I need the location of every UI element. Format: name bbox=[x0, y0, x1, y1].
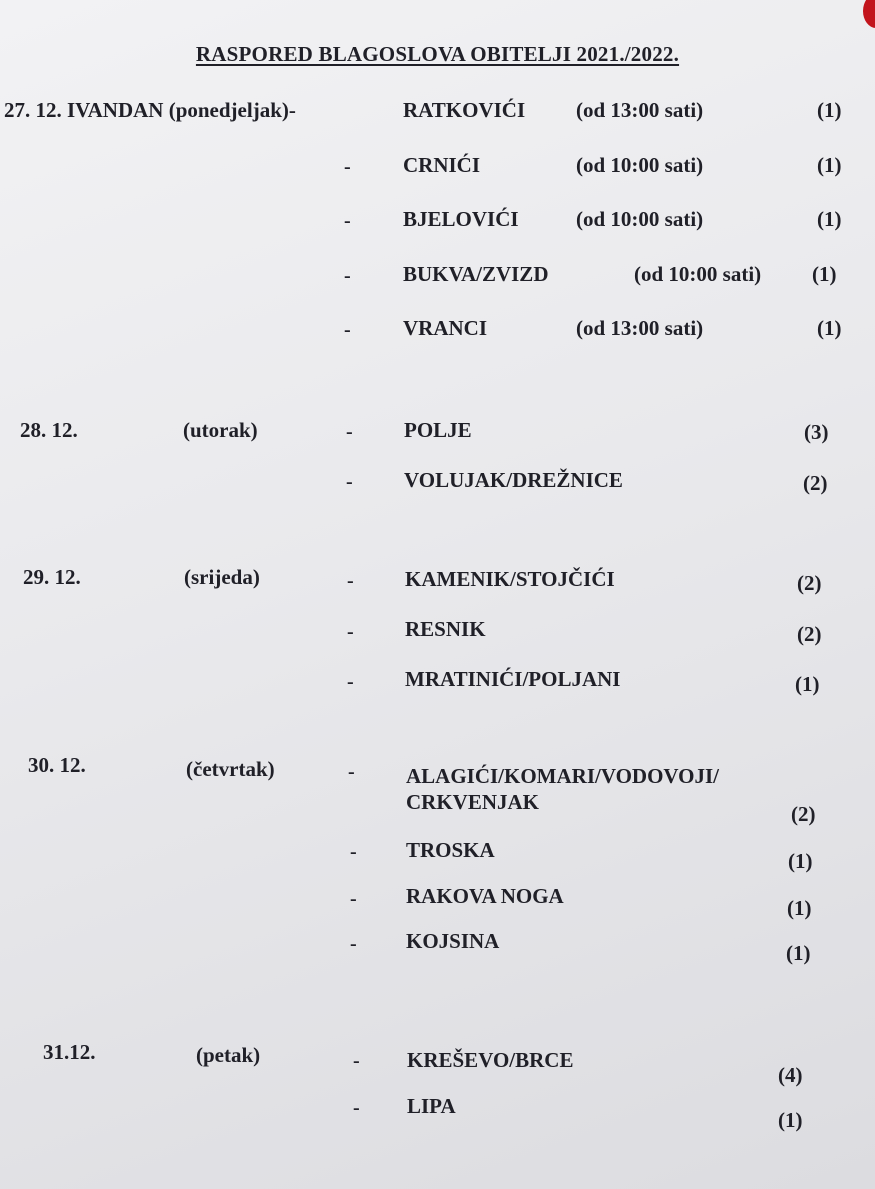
dash: - bbox=[344, 210, 351, 232]
place-name: RATKOVIĆI bbox=[403, 98, 526, 122]
weekday-label: (srijeda) bbox=[184, 565, 260, 589]
count-label: (4) bbox=[778, 1063, 803, 1087]
count-label: (2) bbox=[797, 622, 822, 646]
place-name: ALAGIĆI/KOMARI/VODOVOJI/ bbox=[406, 764, 720, 788]
place-name: KREŠEVO/BRCE bbox=[407, 1048, 574, 1072]
count-label: (1) bbox=[817, 207, 842, 231]
date-label: 28. 12. bbox=[20, 418, 78, 442]
place-name: BUKVA/ZVIZD bbox=[403, 262, 549, 286]
count-label: (3) bbox=[804, 420, 829, 444]
dash: - bbox=[350, 841, 357, 863]
weekday-label: (četvrtak) bbox=[186, 757, 275, 781]
dash: - bbox=[344, 319, 351, 341]
count-label: (2) bbox=[803, 471, 828, 495]
document-title: RASPORED BLAGOSLOVA OBITELJI 2021./2022. bbox=[195, 42, 680, 66]
weekday-label: (utorak) bbox=[183, 418, 258, 442]
dash: - bbox=[348, 761, 355, 783]
count-label: (1) bbox=[817, 153, 842, 177]
dash: - bbox=[347, 570, 354, 592]
weekday-label: (petak) bbox=[196, 1043, 261, 1067]
count-label: (1) bbox=[786, 941, 811, 965]
red-corner-mark bbox=[863, 0, 875, 28]
time-note: (od 10:00 sati) bbox=[634, 262, 762, 286]
date-label: 29. 12. bbox=[23, 565, 81, 589]
dash: - bbox=[346, 421, 353, 443]
count-label: (1) bbox=[795, 672, 820, 696]
place-name: KAMENIK/STOJČIĆI bbox=[405, 567, 615, 591]
count-label: (1) bbox=[787, 896, 812, 920]
place-name: BJELOVIĆI bbox=[403, 207, 519, 231]
dash: - bbox=[346, 471, 353, 493]
count-label: (1) bbox=[778, 1108, 803, 1132]
place-name: VOLUJAK/DREŽNICE bbox=[404, 468, 623, 492]
time-note: (od 13:00 sati) bbox=[576, 98, 704, 122]
dash: - bbox=[347, 671, 354, 693]
dash: - bbox=[350, 888, 357, 910]
count-label: (2) bbox=[791, 802, 816, 826]
date-label: 31.12. bbox=[43, 1040, 96, 1064]
place-name: TROSKA bbox=[406, 838, 495, 862]
dash: - bbox=[344, 156, 351, 178]
place-name: CRNIĆI bbox=[403, 153, 481, 177]
place-name: POLJE bbox=[404, 418, 472, 442]
date-label: 30. 12. bbox=[28, 753, 86, 777]
time-note: (od 13:00 sati) bbox=[576, 316, 704, 340]
place-name: KOJSINA bbox=[406, 929, 500, 953]
time-note: (od 10:00 sati) bbox=[576, 207, 704, 231]
dash: - bbox=[350, 933, 357, 955]
place-name: RAKOVA NOGA bbox=[406, 884, 564, 908]
count-label: (1) bbox=[817, 316, 842, 340]
dash: - bbox=[353, 1097, 360, 1119]
date-label: 27. 12. IVANDAN (ponedjeljak)- bbox=[4, 98, 296, 122]
place-name: VRANCI bbox=[403, 316, 487, 340]
dash: - bbox=[344, 265, 351, 287]
place-name: LIPA bbox=[407, 1094, 456, 1118]
time-note: (od 10:00 sati) bbox=[576, 153, 704, 177]
dash: - bbox=[347, 621, 354, 643]
dash: - bbox=[353, 1050, 360, 1072]
count-label: (1) bbox=[788, 849, 813, 873]
count-label: (2) bbox=[797, 571, 822, 595]
place-name: RESNIK bbox=[405, 617, 486, 641]
count-label: (1) bbox=[812, 262, 837, 286]
count-label: (1) bbox=[817, 98, 842, 122]
place-name: MRATINIĆI/POLJANI bbox=[405, 667, 621, 691]
place-name-continued: CRKVENJAK bbox=[406, 790, 540, 814]
